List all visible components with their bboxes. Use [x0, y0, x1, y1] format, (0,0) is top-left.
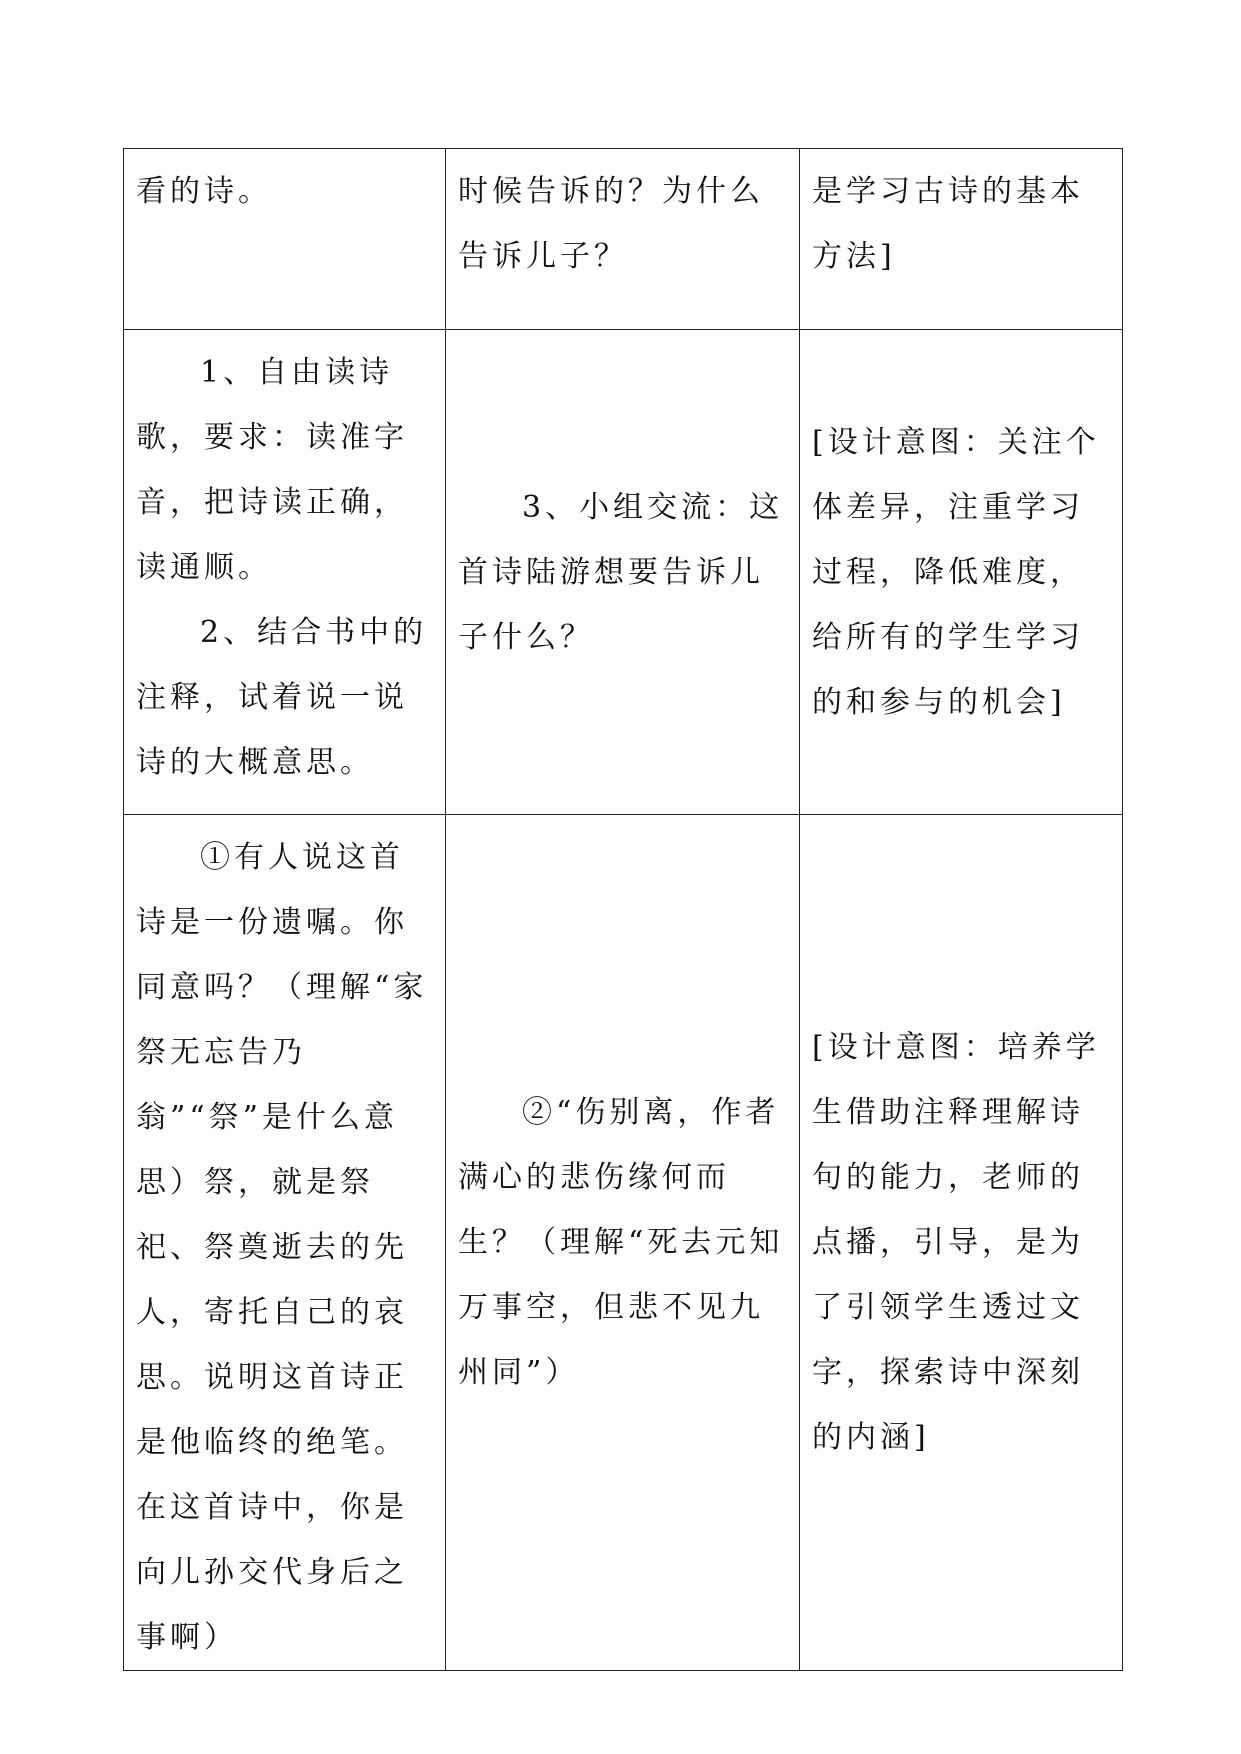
cell-paragraph: 1、自由读诗歌，要求：读准字音，把诗读正确，读通顺。 — [136, 355, 408, 585]
cell-paragraph: ②“伤别离，作者满心的悲伤缘何而生？（理解“死去元知万事空，但悲不见九州同”） — [458, 1095, 784, 1390]
cell-paragraph: [设计意图：关注个体差异，注重学习过程，降低难度，给所有的学生学习的和参与的机会] — [812, 424, 1100, 720]
cell-paragraph: 是学习古诗的基本方法] — [812, 174, 1084, 274]
cell-paragraph: 看的诗。 — [136, 174, 272, 209]
design-intent-cell — [800, 815, 1123, 1671]
table-row — [124, 815, 1123, 1671]
cell-paragraph: 3、小组交流：这首诗陆游想要告诉儿子什么？ — [458, 489, 784, 655]
cell-paragraph: ①有人说这首诗是一份遗嘱。你同意吗？（理解“家祭无忘告乃翁”“祭”是什么意思）祭，就是祭祀、祭奠逝去的先人，寄托自己的哀思。说明这首诗正是他临终的绝笔。在这首诗中，你是向儿孙交代身后之事啊） — [136, 840, 428, 1655]
table-row — [124, 149, 1123, 330]
design-intent-cell — [800, 330, 1123, 815]
teacher-activity-cell — [446, 149, 800, 330]
design-intent-cell — [800, 149, 1123, 330]
student-activity-cell — [124, 149, 446, 330]
cell-paragraph: 时候告诉的？为什么告诉儿子？ — [458, 174, 764, 274]
teacher-activity-cell — [446, 815, 800, 1671]
cell-paragraph: 2、结合书中的注释，试着说一说诗的大概意思。 — [136, 615, 428, 780]
student-activity-cell — [124, 330, 446, 815]
student-activity-cell — [124, 815, 446, 1671]
teacher-activity-cell — [446, 330, 800, 815]
table-row — [124, 330, 1123, 815]
lesson-plan-table — [123, 148, 1123, 1671]
cell-paragraph: [设计意图：培养学生借助注释理解诗句的能力，老师的点播，引导，是为了引领学生透过文字，探索诗中深刻的内涵] — [812, 1030, 1100, 1455]
